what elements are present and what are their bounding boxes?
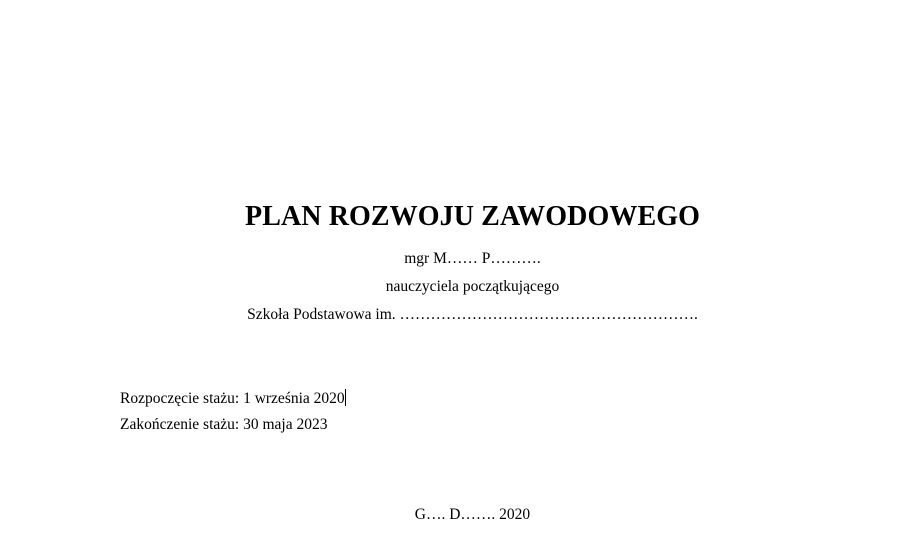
place-date-line: G…. D……. 2020 bbox=[414, 506, 531, 523]
internship-start-line: Rozpoczęcie stażu: 1 września 2020 bbox=[120, 390, 345, 407]
document-title: PLAN ROZWOJU ZAWODOWEGO bbox=[244, 201, 700, 232]
school-line: Szkoła Podstawowa im. …………………………………………………. bbox=[247, 306, 698, 323]
text-cursor bbox=[345, 389, 346, 406]
internship-end-line: Zakończenie stażu: 30 maja 2023 bbox=[120, 416, 328, 433]
teacher-role-line: nauczyciela początkującego bbox=[385, 278, 560, 295]
internship-start-paragraph[interactable] bbox=[120, 389, 346, 407]
author-line: mgr M…… P………. bbox=[404, 250, 541, 267]
